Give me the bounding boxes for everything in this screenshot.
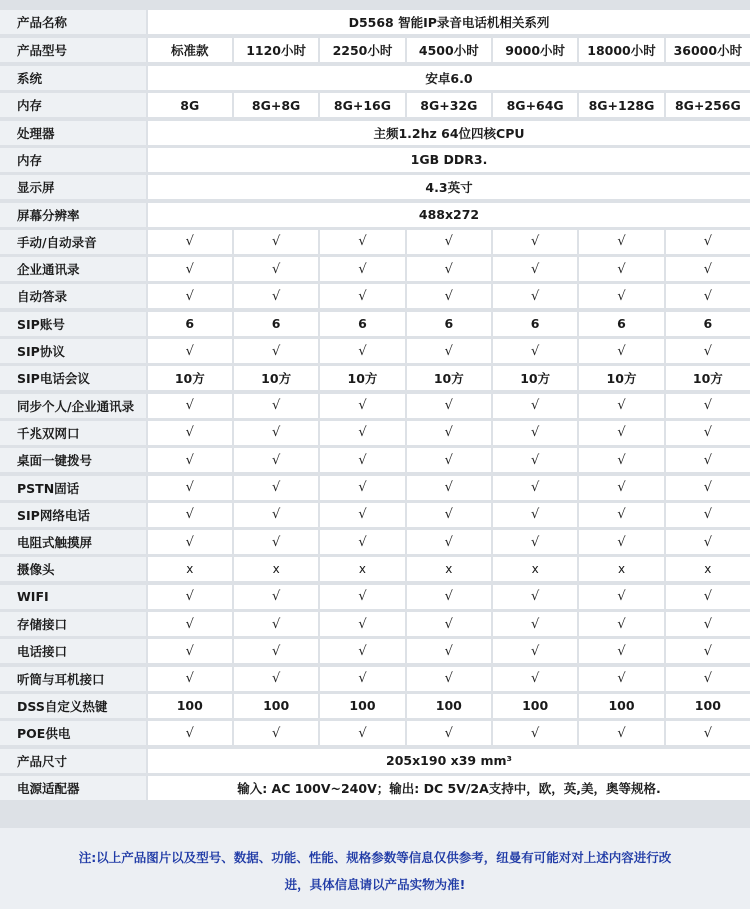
- check-icon: √: [234, 585, 318, 609]
- spec-value: 488x272: [148, 203, 750, 227]
- check-icon: √: [666, 667, 750, 691]
- check-icon: √: [320, 394, 404, 418]
- spec-value: 安卓6.0: [148, 66, 750, 90]
- spec-row: [0, 121, 750, 145]
- check-icon: √: [493, 612, 577, 636]
- row-label: POE供电: [0, 721, 146, 745]
- row-label: 听筒与耳机接口: [0, 667, 146, 691]
- spec-value: 100: [666, 694, 750, 718]
- check-icon: √: [493, 339, 577, 363]
- check-icon: √: [493, 421, 577, 445]
- check-icon: √: [666, 394, 750, 418]
- check-icon: √: [407, 721, 491, 745]
- spec-value: 8G: [148, 93, 232, 117]
- check-icon: √: [407, 448, 491, 472]
- check-icon: √: [493, 667, 577, 691]
- spec-row: [0, 667, 750, 691]
- check-icon: √: [148, 448, 232, 472]
- check-icon: √: [407, 530, 491, 554]
- disclaimer-line-2: 进，具体信息请以产品实物为准!: [284, 877, 466, 892]
- check-icon: √: [320, 230, 404, 254]
- spec-row: [0, 230, 750, 254]
- check-icon: √: [579, 230, 663, 254]
- row-label: 显示屏: [0, 175, 146, 199]
- row-label: 桌面一键拨号: [0, 448, 146, 472]
- check-icon: √: [666, 284, 750, 308]
- spec-value: 10方: [320, 366, 404, 390]
- model-cell: 9000小时: [493, 38, 577, 62]
- model-cell: 2250小时: [320, 38, 404, 62]
- spec-value: 6: [493, 312, 577, 336]
- check-icon: √: [493, 284, 577, 308]
- check-icon: √: [407, 639, 491, 663]
- check-icon: √: [407, 421, 491, 445]
- check-icon: √: [579, 721, 663, 745]
- check-icon: √: [579, 530, 663, 554]
- check-icon: √: [666, 612, 750, 636]
- model-cell: 1120小时: [234, 38, 318, 62]
- spec-value: 6: [579, 312, 663, 336]
- check-icon: √: [234, 503, 318, 527]
- check-icon: √: [579, 394, 663, 418]
- check-icon: √: [320, 503, 404, 527]
- spec-value: 6: [320, 312, 404, 336]
- row-label: 屏幕分辨率: [0, 203, 146, 227]
- check-icon: √: [234, 448, 318, 472]
- spec-value: 100: [234, 694, 318, 718]
- spec-value: 8G+256G: [666, 93, 750, 117]
- check-icon: √: [148, 257, 232, 281]
- check-icon: √: [320, 585, 404, 609]
- check-icon: √: [407, 585, 491, 609]
- model-cell: 36000小时: [666, 38, 750, 62]
- check-icon: √: [320, 257, 404, 281]
- check-icon: √: [407, 612, 491, 636]
- check-icon: √: [234, 612, 318, 636]
- check-icon: √: [666, 585, 750, 609]
- spec-row: [0, 585, 750, 609]
- cross-icon: x: [493, 557, 577, 581]
- check-icon: √: [407, 394, 491, 418]
- check-icon: √: [234, 394, 318, 418]
- check-icon: √: [493, 257, 577, 281]
- spec-row: [0, 93, 750, 117]
- check-icon: √: [320, 530, 404, 554]
- spec-value: 输入: AC 100V~240V；输出: DC 5V/2A支持中，欧，英,美，奥等规格.: [148, 776, 750, 800]
- check-icon: √: [234, 530, 318, 554]
- spec-value: 100: [493, 694, 577, 718]
- spec-row: [0, 148, 750, 172]
- spec-row: [0, 530, 750, 554]
- spec-value: 6: [234, 312, 318, 336]
- check-icon: √: [148, 639, 232, 663]
- row-label: 千兆双网口: [0, 421, 146, 445]
- row-label: 电阻式触摸屏: [0, 530, 146, 554]
- spec-value: 8G+16G: [320, 93, 404, 117]
- row-label: 电源适配器: [0, 776, 146, 800]
- check-icon: √: [493, 721, 577, 745]
- spec-row: [0, 776, 750, 800]
- spec-row: [0, 421, 750, 445]
- check-icon: √: [320, 476, 404, 500]
- row-label: 系统: [0, 66, 146, 90]
- check-icon: √: [666, 339, 750, 363]
- check-icon: √: [148, 284, 232, 308]
- spec-value: 4.3英寸: [148, 175, 750, 199]
- spec-row: [0, 721, 750, 745]
- spec-row: [0, 503, 750, 527]
- check-icon: √: [320, 639, 404, 663]
- check-icon: √: [407, 339, 491, 363]
- row-label: 手动/自动录音: [0, 230, 146, 254]
- spec-value: 8G+8G: [234, 93, 318, 117]
- row-label: 产品尺寸: [0, 749, 146, 773]
- row-label: 企业通讯录: [0, 257, 146, 281]
- spec-value: 205x190 x39 mm³: [148, 749, 750, 773]
- spec-value: 6: [148, 312, 232, 336]
- check-icon: √: [493, 448, 577, 472]
- row-label: 产品型号: [0, 38, 146, 62]
- check-icon: √: [148, 503, 232, 527]
- check-icon: √: [493, 503, 577, 527]
- model-cell: 标准款: [148, 38, 232, 62]
- check-icon: √: [493, 585, 577, 609]
- spec-value: 6: [666, 312, 750, 336]
- spec-value: 100: [579, 694, 663, 718]
- check-icon: √: [407, 503, 491, 527]
- check-icon: √: [234, 339, 318, 363]
- spec-value: 100: [320, 694, 404, 718]
- model-cell: 4500小时: [407, 38, 491, 62]
- check-icon: √: [148, 339, 232, 363]
- row-label: WIFI: [0, 585, 146, 609]
- row-label: SIP网络电话: [0, 503, 146, 527]
- check-icon: √: [579, 339, 663, 363]
- check-icon: √: [320, 421, 404, 445]
- spec-row: [0, 312, 750, 336]
- disclaimer-panel: [0, 828, 750, 909]
- model-row: [0, 38, 750, 62]
- product-name-value: D5568 智能IP录音电话机相关系列: [148, 10, 750, 34]
- spec-row: [0, 203, 750, 227]
- check-icon: √: [148, 421, 232, 445]
- check-icon: √: [493, 476, 577, 500]
- check-icon: √: [666, 448, 750, 472]
- check-icon: √: [234, 257, 318, 281]
- spec-row: [0, 639, 750, 663]
- cross-icon: x: [320, 557, 404, 581]
- check-icon: √: [234, 230, 318, 254]
- check-icon: √: [148, 612, 232, 636]
- check-icon: √: [666, 230, 750, 254]
- check-icon: √: [320, 284, 404, 308]
- check-icon: √: [407, 667, 491, 691]
- spec-value: 1GB DDR3.: [148, 148, 750, 172]
- cross-icon: x: [666, 557, 750, 581]
- check-icon: √: [407, 257, 491, 281]
- spec-value: 8G+64G: [493, 93, 577, 117]
- check-icon: √: [666, 721, 750, 745]
- spec-value: 10方: [493, 366, 577, 390]
- spec-value: 主频1.2hz 64位四核CPU: [148, 121, 750, 145]
- check-icon: √: [320, 667, 404, 691]
- row-label: 内存: [0, 93, 146, 117]
- check-icon: √: [666, 476, 750, 500]
- spec-row: [0, 66, 750, 90]
- check-icon: √: [148, 585, 232, 609]
- check-icon: √: [579, 257, 663, 281]
- check-icon: √: [666, 257, 750, 281]
- check-icon: √: [666, 530, 750, 554]
- row-label: SIP协议: [0, 339, 146, 363]
- spec-value: 8G+128G: [579, 93, 663, 117]
- spec-value: 10方: [234, 366, 318, 390]
- spec-row: [0, 366, 750, 390]
- spec-value: 100: [148, 694, 232, 718]
- row-label: 内存: [0, 148, 146, 172]
- check-icon: √: [234, 421, 318, 445]
- check-icon: √: [407, 284, 491, 308]
- spec-row: [0, 612, 750, 636]
- spec-value: 10方: [407, 366, 491, 390]
- check-icon: √: [666, 639, 750, 663]
- product-name-row: [0, 10, 750, 34]
- spec-row: [0, 257, 750, 281]
- check-icon: √: [234, 284, 318, 308]
- spec-value: 10方: [148, 366, 232, 390]
- check-icon: √: [407, 230, 491, 254]
- check-icon: √: [148, 230, 232, 254]
- check-icon: √: [148, 530, 232, 554]
- spec-value: 6: [407, 312, 491, 336]
- row-label: SIP电话会议: [0, 366, 146, 390]
- check-icon: √: [579, 476, 663, 500]
- spec-row: [0, 749, 750, 773]
- row-label: 电话接口: [0, 639, 146, 663]
- check-icon: √: [666, 421, 750, 445]
- row-label: 产品名称: [0, 10, 146, 34]
- check-icon: √: [148, 476, 232, 500]
- spec-row: [0, 284, 750, 308]
- spec-row: [0, 394, 750, 418]
- row-label: 处理器: [0, 121, 146, 145]
- row-label: 存储接口: [0, 612, 146, 636]
- check-icon: √: [579, 612, 663, 636]
- spec-row: [0, 448, 750, 472]
- check-icon: √: [579, 421, 663, 445]
- check-icon: √: [579, 585, 663, 609]
- check-icon: √: [148, 394, 232, 418]
- row-label: DSS自定义热键: [0, 694, 146, 718]
- row-label: SIP账号: [0, 312, 146, 336]
- model-cell: 18000小时: [579, 38, 663, 62]
- check-icon: √: [320, 448, 404, 472]
- spec-value: 100: [407, 694, 491, 718]
- spec-value: 10方: [666, 366, 750, 390]
- check-icon: √: [579, 639, 663, 663]
- spec-row: [0, 694, 750, 718]
- cross-icon: x: [234, 557, 318, 581]
- check-icon: √: [320, 339, 404, 363]
- check-icon: √: [234, 639, 318, 663]
- disclaimer-line-1: 注:以上产品图片以及型号、数据、功能、性能、规格参数等信息仅供参考，纽曼有可能对对上述内容进行改: [78, 850, 672, 865]
- check-icon: √: [148, 667, 232, 691]
- check-icon: √: [234, 476, 318, 500]
- check-icon: √: [579, 503, 663, 527]
- check-icon: √: [320, 612, 404, 636]
- spec-value: 8G+32G: [407, 93, 491, 117]
- check-icon: √: [493, 394, 577, 418]
- cross-icon: x: [579, 557, 663, 581]
- row-label: 同步个人/企业通讯录: [0, 394, 146, 418]
- cross-icon: x: [407, 557, 491, 581]
- check-icon: √: [579, 448, 663, 472]
- row-label: 摄像头: [0, 557, 146, 581]
- spec-row: [0, 339, 750, 363]
- check-icon: √: [234, 667, 318, 691]
- check-icon: √: [579, 284, 663, 308]
- check-icon: √: [234, 721, 318, 745]
- check-icon: √: [579, 667, 663, 691]
- check-icon: √: [320, 721, 404, 745]
- check-icon: √: [493, 639, 577, 663]
- cross-icon: x: [148, 557, 232, 581]
- row-label: 自动答录: [0, 284, 146, 308]
- spec-row: [0, 476, 750, 500]
- check-icon: √: [148, 721, 232, 745]
- spec-value: 10方: [579, 366, 663, 390]
- spec-row: [0, 175, 750, 199]
- check-icon: √: [493, 230, 577, 254]
- row-label: PSTN固话: [0, 476, 146, 500]
- check-icon: √: [666, 503, 750, 527]
- check-icon: √: [407, 476, 491, 500]
- spec-row: [0, 557, 750, 581]
- check-icon: √: [493, 530, 577, 554]
